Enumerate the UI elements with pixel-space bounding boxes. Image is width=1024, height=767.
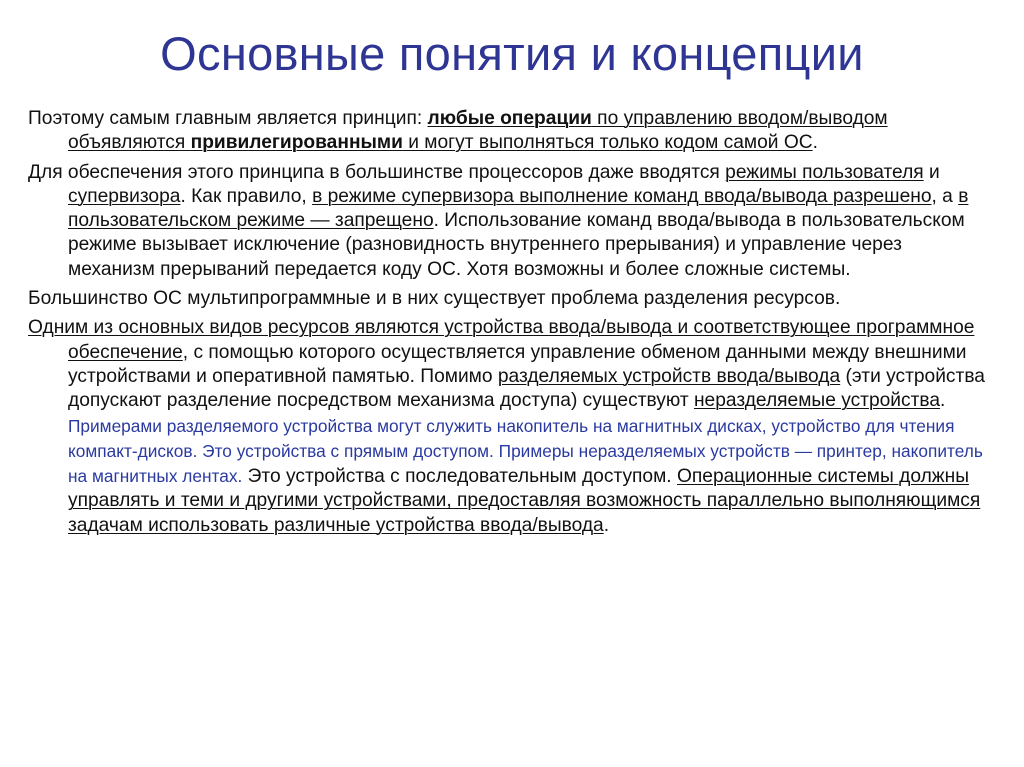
- underlined-text: и могут выполняться только кодом самой ОС: [402, 132, 813, 154]
- underlined-text: в пользовательском режиме — запрещено: [68, 185, 969, 232]
- text-segment: . Использование команд ввода/вывода в пользовательском режиме вызывает исключение (разновидность внутреннего прерывания) и управление через механизм прерываний передается коду ОС. Хотя возможны и более сложные системы.: [68, 210, 965, 280]
- term-supervisor: супервизора: [68, 185, 181, 207]
- text-segment: .: [940, 390, 946, 412]
- text-segment: .: [812, 132, 818, 154]
- underlined-text: Одним из основных видов ресурсов являются устройства ввода/вывода и соответствующее программное обеспечение: [28, 317, 975, 363]
- text-segment: (эти устройства допускают разделение посредством механизма доступа) существуют: [68, 365, 985, 412]
- underlined-text: в режиме супервизора выполнение команд ввода/вывода разрешено: [312, 185, 932, 207]
- text-segment: . Как правило,: [180, 185, 313, 207]
- term-user-mode: режимы пользователя: [725, 161, 924, 183]
- term-unshared-devices: неразделяемые устройства: [693, 390, 941, 412]
- underlined-text: по управлению вводом/выводом объявляются: [68, 108, 888, 154]
- text-segment: Это устройства с последовательным доступом.: [242, 466, 677, 488]
- paragraph-devices: [28, 316, 988, 538]
- emphasis-privileged: привилегированными: [190, 132, 403, 154]
- slide-title: Основные понятия и концепции: [160, 27, 864, 80]
- text-segment: Поэтому самым главным является принцип:: [28, 108, 428, 129]
- text-segment: .: [603, 514, 610, 536]
- paragraph-multiprogramming: [28, 287, 988, 311]
- slide-body: [28, 107, 988, 543]
- underlined-text: Операционные системы должны управлять и теми и другими устройствами, предоставляя возможность параллельно выполняющимся задачам использовать различные устройства ввода/вывода: [68, 466, 981, 536]
- term-shared-devices: разделяемых устройств ввода/вывода: [497, 365, 841, 387]
- emphasis-any-operations: любые операции: [427, 108, 592, 129]
- text-segment: и: [923, 161, 940, 183]
- text-segment: , а: [931, 185, 959, 207]
- text-segment: Для обеспечения этого принципа в большинстве процессоров даже вводятся: [28, 161, 726, 183]
- text-segment: , с помощью которого осуществляется управление обменом данными между внешними устройствами и оперативной памятью. Помимо: [68, 341, 967, 387]
- paragraph-modes: [28, 161, 988, 282]
- examples-text: Примерами разделяемого устройства могут служить накопитель на магнитных дисках, устройство для чтения компакт-дисков. Это устройства с прямым доступом. Примеры неразделяемых устройств — принтер, накопитель на магнитных лентах.: [68, 415, 983, 487]
- text-segment: Большинство ОС мультипрограммные и в них существует проблема разделения ресурсов.: [28, 288, 841, 310]
- paragraph-principle: [28, 107, 988, 156]
